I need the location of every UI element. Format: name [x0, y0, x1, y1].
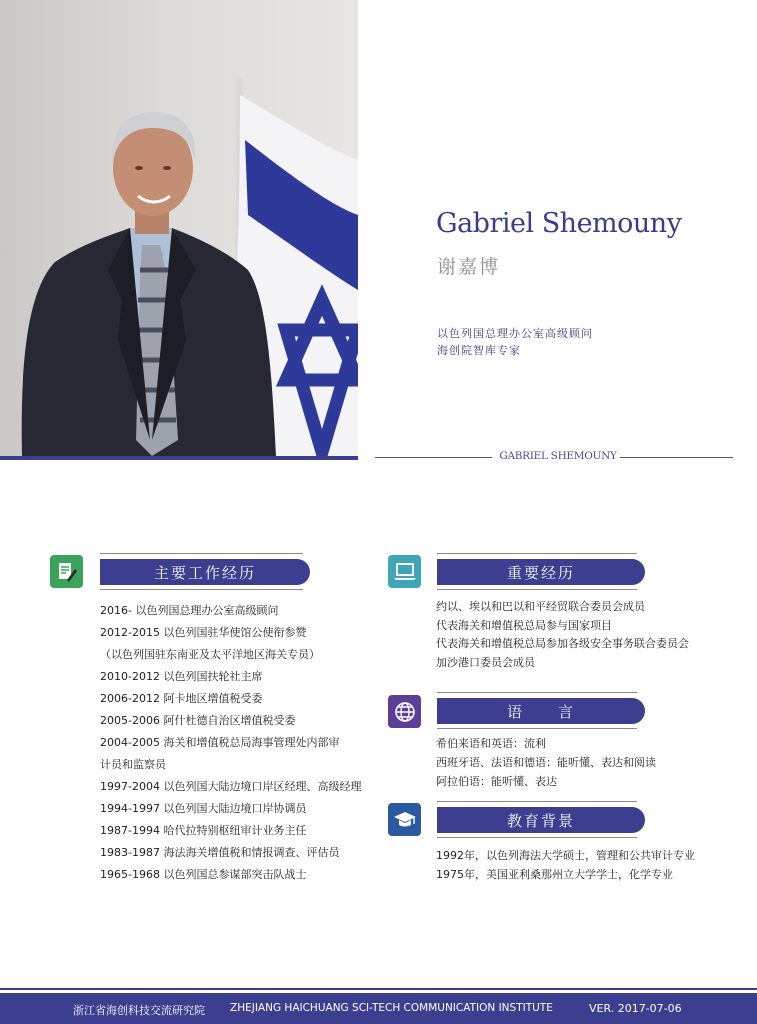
list-item: 代表海关和增值税总局参与国家项目 [436, 618, 612, 632]
language-heading-rule [437, 692, 637, 693]
language-heading-rule [437, 728, 637, 729]
experience-heading-rule [437, 553, 637, 554]
list-item: 约以、埃以和巴以和平经贸联合委员会成员 [436, 600, 645, 613]
footer-institute-en: ZHEJIANG HAICHUANG SCI-TECH COMMUNICATION INSTITUTE [230, 1002, 553, 1014]
experience-heading-rule [437, 589, 637, 590]
list-item: 1987-1994 哈代拉特别枢纽审计业务主任 [100, 824, 307, 837]
list-item: 2005-2006 阿什杜德自治区增值税受委 [100, 714, 296, 727]
list-item: 阿拉伯语：能听懂、表达 [436, 775, 557, 788]
language-list [436, 734, 656, 791]
title-line: 以色列国总理办公室高级顾问 [437, 327, 593, 340]
title-line: 海创院智库专家 [437, 344, 521, 357]
experience-heading: 重要经历 [437, 559, 645, 585]
education-heading-rule [437, 801, 637, 802]
list-item: 1975年，美国亚利桑那州立大学学士，化学专业 [436, 868, 673, 881]
list-item: 西班牙语、法语和德语：能听懂、表达和阅读 [436, 756, 656, 769]
list-item: 1992年，以色列海法大学硕士，管理和公共审计专业 [436, 849, 695, 862]
list-item: 1994-1997 以色列国大陆边境口岸协调员 [100, 802, 307, 815]
work-heading-rule [100, 589, 303, 590]
list-item: 1997-2004 以色列国大陆边境口岸区经理、高级经理 [100, 780, 362, 793]
education-heading: 教育背景 [437, 807, 645, 833]
signature-text: GABRIEL SHEMOUNY [499, 450, 617, 462]
name-chinese: 谢嘉博 [437, 256, 501, 278]
education-list [436, 846, 695, 884]
portrait-photo [0, 0, 358, 456]
footer-institute-cn: 浙江省海创科技交流研究院 [73, 1004, 205, 1017]
list-item: （以色列国驻东南亚及太平洋地区海关专员） [100, 648, 320, 661]
work-heading: 主要工作经历 [100, 559, 310, 585]
graduation-cap-icon [388, 803, 421, 836]
list-item: 计员和监察员 [100, 758, 166, 771]
name-english: Gabriel Shemouny [436, 208, 682, 239]
document-edit-icon [50, 555, 83, 588]
language-heading: 语 言 [437, 698, 645, 724]
photo-divider [0, 456, 358, 460]
signature-rule-left [375, 457, 492, 458]
list-item: 加沙港口委员会成员 [436, 655, 535, 669]
list-item: 1983-1987 海法海关增值税和情报调查、评估员 [100, 846, 340, 859]
list-item: 2006-2012 阿卡地区增值税受委 [100, 692, 263, 705]
list-item: 2012-2015 以色列国驻华使馆公使衔参赞 [100, 626, 307, 639]
education-heading-rule [437, 837, 637, 838]
list-item: 2010-2012 以色列国扶轮社主席 [100, 670, 263, 683]
globe-icon [388, 695, 421, 728]
list-item: 2016- 以色列国总理办公室高级顾问 [100, 604, 279, 617]
profile-titles [437, 325, 593, 359]
signature-rule-right [620, 457, 733, 458]
footer-bar [0, 993, 757, 1024]
experience-list [436, 598, 689, 672]
footer-version: VER. 2017-07-06 [589, 1002, 682, 1015]
work-list [100, 600, 361, 886]
laptop-icon [388, 555, 421, 588]
list-item: 代表海关和增值税总局参加各级安全事务联合委员会 [436, 637, 689, 650]
work-heading-rule [100, 553, 303, 554]
footer-rule [0, 988, 757, 990]
list-item: 2004-2005 海关和增值税总局海事管理处内部审 [100, 736, 340, 749]
list-item: 希伯来语和英语：流利 [436, 737, 546, 750]
list-item: 1965-1968 以色列国总参谋部突击队战士 [100, 868, 307, 881]
